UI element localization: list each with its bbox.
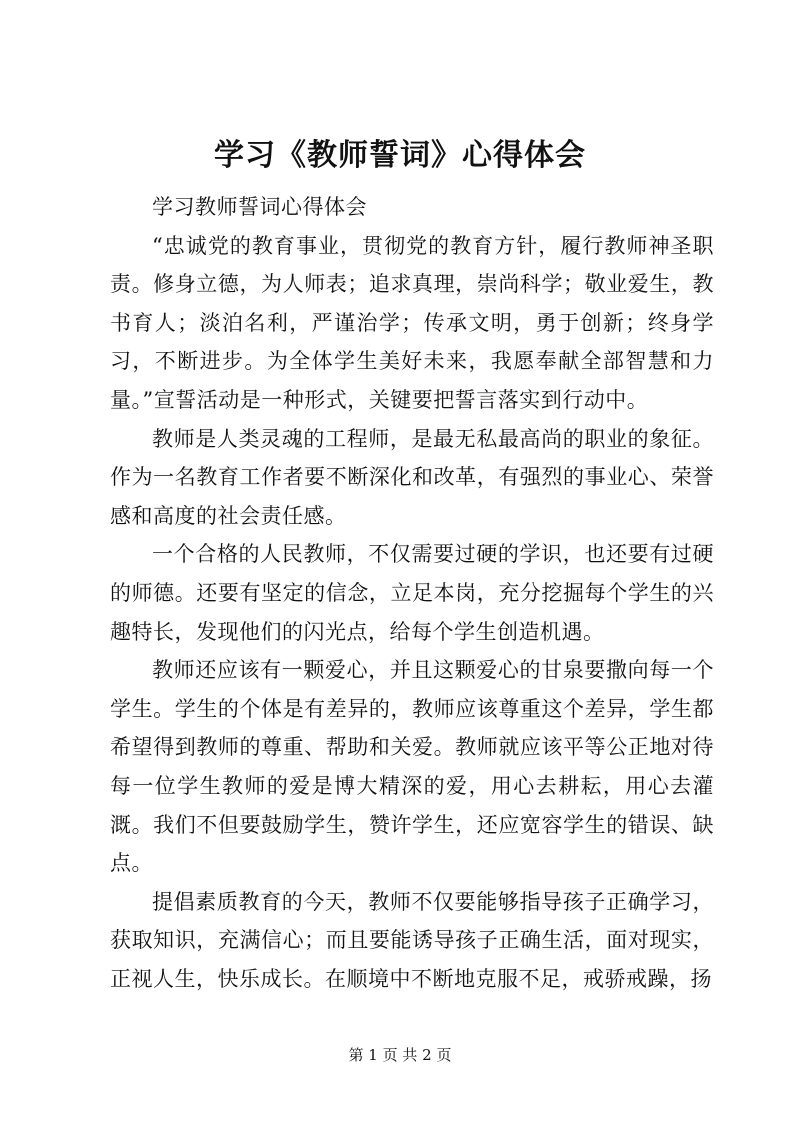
- document-title: 学习《教师誓词》心得体会: [214, 138, 586, 173]
- paragraph-engineer-of-souls: 教师是人类灵魂的工程师，是最无私最高尚的职业的象征。作为一名教育工作者要不断深化和改革，有强烈的事业心、荣誉感和高度的社会责任感。: [110, 426, 714, 528]
- page-footer: 第 1 页 共 2 页: [348, 1046, 452, 1064]
- paragraph-oath: “忠诚党的教育事业，贯彻党的教育方针，履行教师神圣职责。修身立德，为人师表；追求真理，崇尚科学；敬业爱生，教书育人；淡泊名利，严谨治学；传承文明，勇于创新；终身学习，不断进步。为全体学生美好未来，我愿奉献全部智慧和力量。”宣誓活动是一种形式，关键要把誓言落实到行动中。: [110, 233, 714, 412]
- paragraph-subtitle: 学习教师誓词心得体会: [152, 195, 367, 219]
- paragraph-quality-education: 提倡素质教育的今天，教师不仅要能够指导孩子正确学习，获取知识，充满信心；而且要能诱导孩子正确生活，面对现实，正视人生，快乐成长。在顺境中不断地克服不足，戒骄戒躁，扬: [110, 889, 714, 991]
- paragraph-qualified-teacher: 一个合格的人民教师，不仅需要过硬的学识，也还要有过硬的师德。还要有坚定的信念，立足本岗，充分挖掘每个学生的兴趣特长，发现他们的闪光点，给每个学生创造机遇。: [110, 542, 714, 644]
- document-body: [110, 188, 714, 998]
- paragraph-love: 教师还应该有一颗爱心，并且这颗爱心的甘泉要撒向每一个学生。学生的个体是有差异的，教师应该尊重这个差异，学生都希望得到教师的尊重、帮助和关爱。教师就应该平等公正地对待每一位学生教师的爱是博大精深的爱，用心去耕耘，用心去灌溉。我们不但要鼓励学生，赞许学生，还应宽容学生的错误、缺点。: [110, 658, 714, 876]
